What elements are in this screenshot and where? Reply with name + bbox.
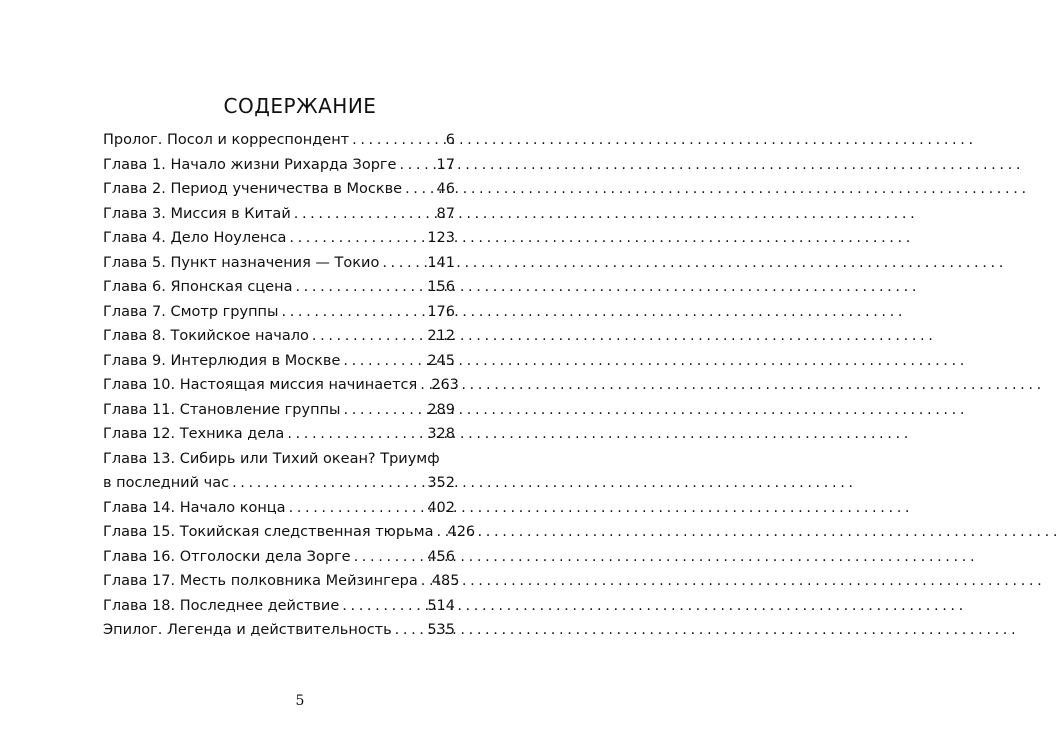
dot-leader [354, 545, 425, 570]
toc-entry-label: Глава 14. Начало конца [103, 499, 286, 516]
toc-entry-label: Глава 17. Месть полковника Мейзингера [103, 573, 418, 589]
toc-entry-page: 123 [427, 230, 455, 246]
toc-entry-label: Глава 2. Период ученичества в Москве [103, 181, 403, 197]
dot-leader [289, 496, 425, 521]
toc-entry-chapter-6 [103, 275, 455, 300]
toc-entry-page: 6 [445, 132, 455, 148]
dot-leader [289, 226, 424, 251]
toc-entry-label: Глава 1. Начало жизни Рихарда Зорге [103, 156, 397, 173]
dot-leader [421, 569, 429, 594]
toc-entry-page: 352 [427, 475, 455, 491]
toc-entry-chapter-12 [103, 422, 455, 447]
toc-entry-second-line [103, 471, 455, 496]
dot-leader [382, 251, 424, 276]
toc-entry-label: Глава 12. Техника дела [103, 426, 285, 442]
toc-entry-prologue [103, 128, 455, 153]
toc-entry-page: 456 [427, 548, 455, 565]
toc-entry-label: Глава 10. Настоящая миссия начинается [103, 377, 418, 393]
toc-entry-chapter-3 [103, 202, 455, 227]
toc-entry-page: 141 [427, 254, 455, 271]
dot-leader [405, 177, 433, 202]
toc-entry-chapter-4 [103, 226, 455, 251]
toc-entry-label: Глава 18. Последнее действие [103, 597, 340, 614]
table-of-contents [103, 128, 476, 643]
toc-entry-page: 46 [436, 181, 455, 197]
toc-entry-page: 245 [427, 352, 455, 369]
toc-entry-chapter-2 [103, 177, 455, 202]
dot-leader [287, 422, 424, 447]
toc-entry-chapter-7 [103, 300, 455, 325]
toc-entry-chapter-10 [103, 373, 459, 398]
toc-entry-label: Глава 15. Токийская следственная тюрьма [103, 524, 434, 540]
toc-entry-page: 426 [447, 524, 476, 540]
toc-entry-label: Пролог. Посол и корреспондент [103, 132, 350, 148]
toc-entry-label: Глава 6. Японская сцена [103, 279, 293, 295]
dot-leader [232, 471, 424, 496]
dot-leader [436, 520, 444, 545]
toc-entry-label: Глава 5. Пункт назначения — Токио [103, 254, 380, 271]
toc-entry-page: 176 [427, 303, 455, 320]
toc-entry-page: 514 [427, 597, 455, 614]
page-number: 5 [295, 693, 305, 709]
dot-leader [420, 373, 428, 398]
dot-leader [295, 275, 424, 300]
toc-entry-chapter-1 [103, 153, 455, 178]
toc-entry-chapter-11 [103, 398, 455, 423]
toc-entry-page: 87 [436, 205, 455, 222]
toc-entry-label: Эпилог. Легенда и действительность [103, 622, 392, 638]
toc-entry-label: Глава 4. Дело Ноуленса [103, 230, 287, 246]
dot-leader [399, 153, 433, 178]
dot-leader [312, 324, 424, 349]
toc-entry-label: Глава 11. Становление группы [103, 401, 341, 418]
toc-entry-label-continued: в последний час [103, 475, 230, 491]
toc-entry-page: 328 [427, 426, 455, 442]
toc-entry-chapter-13 [103, 447, 455, 496]
toc-entry-page: 535 [427, 622, 455, 638]
toc-entry-chapter-15 [103, 520, 476, 545]
toc-entry-label: Глава 8. Токийское начало [103, 328, 309, 344]
toc-entry-label: Глава 7. Смотр группы [103, 303, 279, 320]
toc-entry-page: 17 [436, 156, 455, 173]
toc-entry-chapter-8 [103, 324, 455, 349]
toc-entry-chapter-9 [103, 349, 455, 374]
toc-entry-label: Глава 16. Отголоски дела Зорге [103, 548, 351, 565]
toc-entry-chapter-14 [103, 496, 455, 521]
toc-entry-page: 263 [431, 377, 459, 393]
toc-entry-chapter-17 [103, 569, 460, 594]
toc-entry-page: 212 [427, 328, 455, 344]
toc-entry-chapter-18 [103, 594, 455, 619]
dot-leader [352, 128, 443, 153]
toc-entry-page: 289 [427, 401, 455, 418]
dot-leader [294, 202, 434, 227]
toc-entry-page: 485 [431, 573, 460, 589]
dot-leader [343, 349, 424, 374]
toc-entry-page: 402 [427, 499, 455, 516]
toc-entry-epilogue [103, 618, 455, 643]
dot-leader [282, 300, 425, 325]
toc-entry-page: 156 [427, 279, 455, 295]
dot-leader [342, 594, 424, 619]
dot-leader [344, 398, 425, 423]
dot-leader [395, 618, 425, 643]
toc-entry-chapter-5 [103, 251, 455, 276]
toc-entry-label: Глава 9. Интерлюдия в Москве [103, 352, 341, 369]
toc-entry-label: Глава 13. Сибирь или Тихий океан? Триумф [103, 450, 440, 467]
page-title: СОДЕРЖАНИЕ [223, 94, 377, 118]
toc-entry-chapter-16 [103, 545, 455, 570]
toc-entry-label: Глава 3. Миссия в Китай [103, 205, 291, 222]
